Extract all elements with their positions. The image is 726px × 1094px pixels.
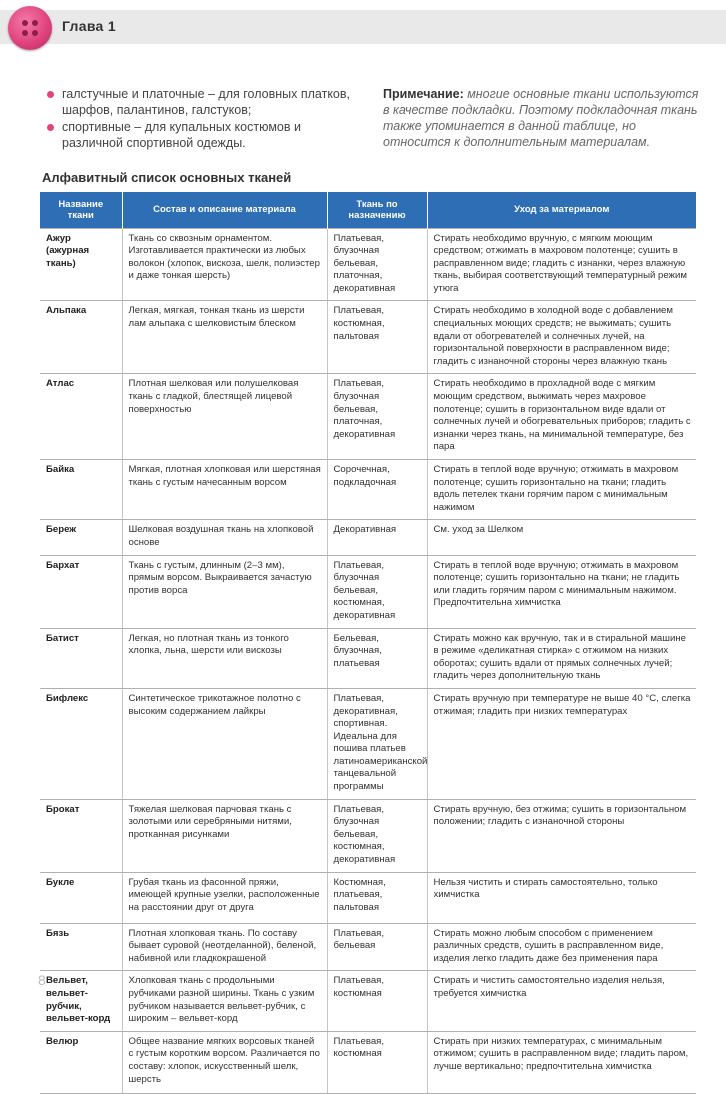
cell-care: Стирать можно любым способом с применением различных средств, сушить в расправленном виде, изделия легко гладить даже без применения пара <box>427 923 696 971</box>
table-row <box>40 628 696 688</box>
cell-composition: Легкая, мягкая, тонкая ткань из шерсти лам альпака с шелковистым блеском <box>122 301 327 374</box>
cell-purpose: Сорочечная, подкладочная <box>327 460 427 520</box>
cell-fabric-name: Байка <box>40 460 122 520</box>
cell-fabric-name: Ажур (ажурная ткань) <box>40 228 122 301</box>
column-header-purpose: Ткань по назначению <box>327 192 427 228</box>
cell-fabric-name: Бязь <box>40 923 122 971</box>
cell-composition: Плотная хлопковая ткань. По составу бывает суровой (неотделанной), беленой, набивной или гладкокрашеной <box>122 923 327 971</box>
cell-care: Стирать при низких температурах, с минимальным отжимом; сушить в расправленном виде; гладить паром, лучше вертикально; предпочтительна химчистка <box>427 1031 696 1093</box>
cell-care: Стирать необходимо в холодной воде с добавлением специальных моющих средств; не выжимать; сушить вдали от обогревателей и солнечных лучей, на горизонтальной поверхности в расправленном виде; гладить с изнаночной стороны через влажную ткань <box>427 301 696 374</box>
table-title: Алфавитный список основных тканей <box>42 170 292 185</box>
cell-composition: Плотная шелковая или полушелковая ткань с гладкой, блестящей лицевой поверхностью <box>122 374 327 460</box>
cell-care: Стирать вручную, без отжима; сушить в горизонтальном положении; гладить с изнаночной стороны <box>427 799 696 872</box>
cell-composition: Легкая, но плотная ткань из тонкого хлопка, льна, шерсти или вискозы <box>122 628 327 688</box>
cell-composition: Мягкая, плотная хлопковая или шерстяная ткань с густым начесанным ворсом <box>122 460 327 520</box>
cell-purpose: Платьевая, блузочная бельевая, костюмная, декоративная <box>327 555 427 628</box>
table-row <box>40 799 696 872</box>
chapter-title: Глава 1 <box>62 18 116 34</box>
table-row <box>40 520 696 555</box>
column-header-composition: Состав и описание материала <box>122 192 327 228</box>
cell-care: Нельзя чистить и стирать самостоятельно, только химчистка <box>427 872 696 923</box>
cell-fabric-name: Брокат <box>40 799 122 872</box>
bullet-list <box>45 86 355 152</box>
table-header-row <box>40 192 696 228</box>
cell-care: Стирать необходимо вручную, с мягким моющим средством; отжимать в махровом полотенце; сушить в расправленном виде; гладить с изнанки, через влажную ткань, выбирая соответствующий температурный режим утюга <box>427 228 696 301</box>
cell-fabric-name: Бархат <box>40 555 122 628</box>
cell-fabric-name: Вельвет, вельвет-рубчик, вельвет-корд <box>40 971 122 1031</box>
bullet-item: спортивные – для купальных костюмов и различной спортивной одежды. <box>45 119 355 151</box>
cell-purpose: Платьевая, костюмная, пальтовая <box>327 301 427 374</box>
note-label: Примечание: <box>383 87 464 101</box>
cell-purpose: Платьевая, блузочная бельевая, костюмная, декоративная <box>327 799 427 872</box>
table-row <box>40 228 696 301</box>
cell-fabric-name: Альпака <box>40 301 122 374</box>
cell-fabric-name: Береж <box>40 520 122 555</box>
column-header-name: Название ткани <box>40 192 122 228</box>
table-row <box>40 1031 696 1093</box>
page-number: 8 <box>38 972 46 988</box>
cell-purpose: Декоративная <box>327 520 427 555</box>
cell-care: Стирать необходимо в прохладной воде с мягким моющим средством, выжимать через махровое полотенце; сушить в горизонтальном виде вдали от солнечных лучей и обогревательных приборов; гладить с изнанки через ткань, на минимальной температуре, без пара <box>427 374 696 460</box>
cell-composition: Грубая ткань из фасонной пряжи, имеющей крупные узелки, расположенные на расстоянии друг от друга <box>122 872 327 923</box>
cell-purpose: Костюмная, платьевая, пальтовая <box>327 872 427 923</box>
table-row <box>40 460 696 520</box>
cell-fabric-name: Батист <box>40 628 122 688</box>
cell-care: Стирать в теплой воде вручную; отжимать в махровом полотенце; сушить горизонтально на ткани; не гладить или гладить горячим паром с минимальным нажимом. Предпочтительна химчистка <box>427 555 696 628</box>
cell-composition: Синтетическое трикотажное полотно с высоким содержанием лайкры <box>122 688 327 799</box>
cell-care: Стирать вручную при температуре не выше 40 °С, слегка отжимая; гладить при низких температурах <box>427 688 696 799</box>
note <box>383 86 703 150</box>
cell-fabric-name: Бифлекс <box>40 688 122 799</box>
column-header-care: Уход за материалом <box>427 192 696 228</box>
table-row <box>40 555 696 628</box>
fabrics-table <box>40 192 696 1094</box>
cell-purpose: Бельевая, блузочная, платьевая <box>327 628 427 688</box>
cell-care: Стирать и чистить самостоятельно изделия нельзя, требуется химчистка <box>427 971 696 1031</box>
cell-purpose: Платьевая, блузочная бельевая, платочная, декоративная <box>327 228 427 301</box>
table-row <box>40 688 696 799</box>
cell-composition: Общее название мягких ворсовых тканей с густым коротким ворсом. Различается по составу: хлопок, искусственный шелк, шерсть <box>122 1031 327 1093</box>
cell-fabric-name: Атлас <box>40 374 122 460</box>
note-text: многие основные ткани используются в качестве подкладки. Поэтому подкладочная ткань также упоминается в данной таблице, но относится к дополнительным материалам. <box>383 87 699 149</box>
cell-purpose: Платьевая, костюмная <box>327 971 427 1031</box>
table-row <box>40 301 696 374</box>
cell-purpose: Платьевая, костюмная <box>327 1031 427 1093</box>
bullet-item: галстучные и платочные – для головных платков, шарфов, палантинов, галстуков; <box>45 86 355 118</box>
table-row <box>40 872 696 923</box>
cell-fabric-name: Букле <box>40 872 122 923</box>
table-body <box>40 228 696 1093</box>
cell-composition: Ткань со сквозным орнаментом. Изготавливается практически из любых волокон (хлопок, вискоза, шелк, полиэстер и даже тонкая шерсть) <box>122 228 327 301</box>
pink-button-icon <box>8 6 52 50</box>
cell-care: Стирать можно как вручную, так и в стиральной машине в режиме «деликатная стирка» с отжимом на низких оборотах; сушить вдали от прямых солнечных лучей; гладить через дополнительную ткань <box>427 628 696 688</box>
cell-composition: Ткань с густым, длинным (2–3 мм), прямым ворсом. Выкраивается зачастую против ворса <box>122 555 327 628</box>
cell-purpose: Платьевая, блузочная бельевая, платочная, декоративная <box>327 374 427 460</box>
table-row <box>40 971 696 1031</box>
cell-composition: Тяжелая шелковая парчовая ткань с золотыми или серебряными нитями, протканная рисунками <box>122 799 327 872</box>
table-row <box>40 374 696 460</box>
cell-fabric-name: Велюр <box>40 1031 122 1093</box>
cell-purpose: Платьевая, бельевая <box>327 923 427 971</box>
cell-composition: Шелковая воздушная ткань на хлопковой основе <box>122 520 327 555</box>
cell-purpose: Платьевая, декоративная, спортивная. Идеальна для пошива платьев латиноамериканской танцевальной программы <box>327 688 427 799</box>
cell-care: См. уход за Шелком <box>427 520 696 555</box>
cell-composition: Хлопковая ткань с продольными рубчиками разной ширины. Ткань с узким рубчиком называется вельвет-рубчик, с широким – вельвет-корд <box>122 971 327 1031</box>
cell-care: Стирать в теплой воде вручную; отжимать в махровом полотенце; сушить горизонтально на ткани; гладить вдоль петелек ткани горячим паром с минимальным нажимом <box>427 460 696 520</box>
table-row <box>40 923 696 971</box>
